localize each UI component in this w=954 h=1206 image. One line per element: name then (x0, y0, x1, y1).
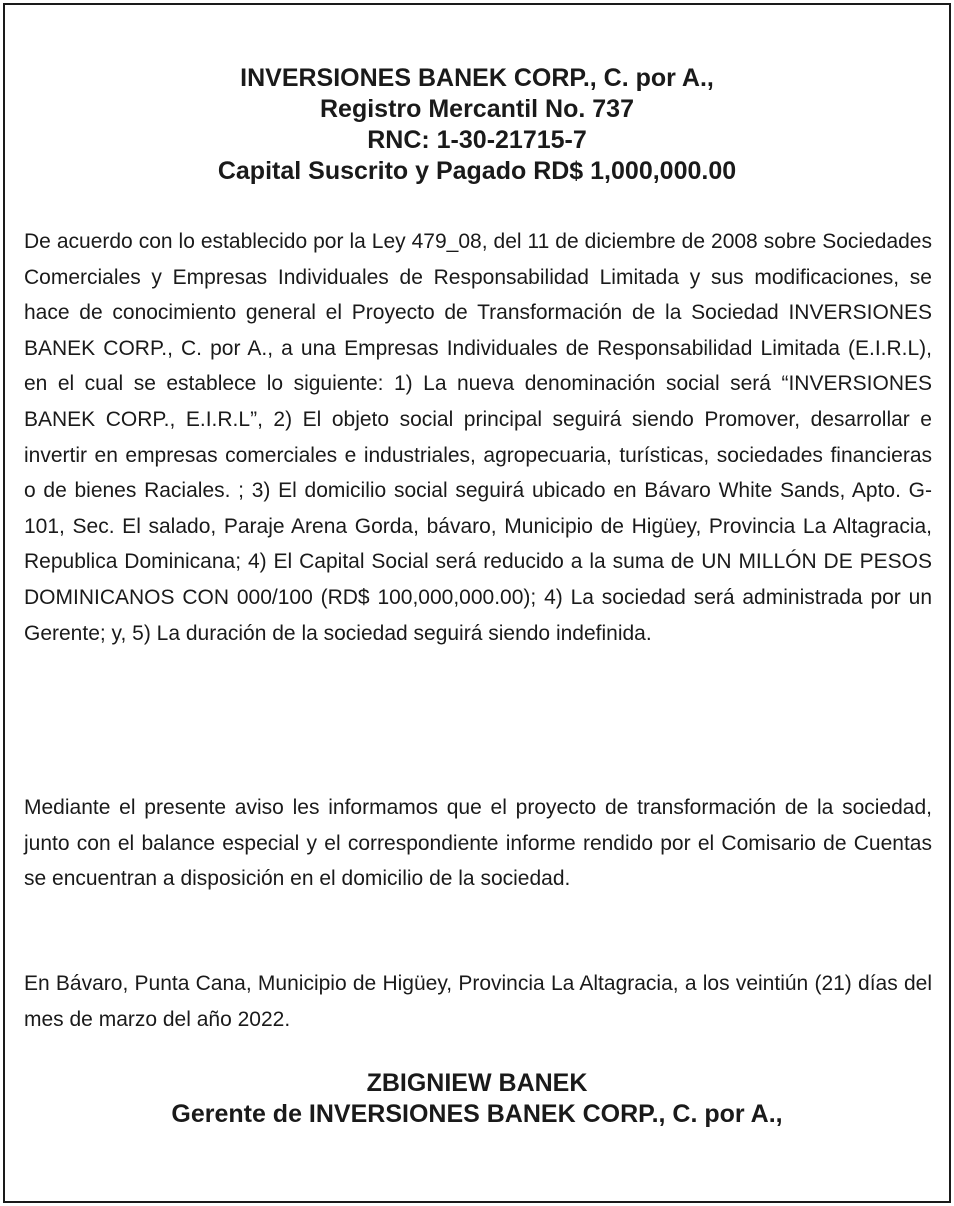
availability-paragraph: Mediante el presente aviso les informamos que el proyecto de transformación de la sociedad, junto con el balance especial y el correspondiente informe rendido por el Comisario de Cuentas se encuentran a disposición en el domicilio de la sociedad. (24, 796, 932, 891)
company-name: INVERSIONES BANEK CORP., C. por A., (240, 64, 714, 92)
subscribed-capital: Capital Suscrito y Pagado RD$ 1,000,000.00 (217, 157, 737, 185)
registry-number: Registro Mercantil No. 737 (320, 95, 634, 123)
notice-header (5, 63, 949, 187)
place-date-paragraph: En Bávaro, Punta Cana, Municipio de Higüey, Provincia La Altagracia, a los veintiún (21) días del mes de marzo del año 2022. (24, 972, 932, 1031)
signature-block (5, 1068, 949, 1130)
rnc-number: RNC: 1-30-21715-7 (367, 126, 587, 154)
transformation-paragraph: De acuerdo con lo establecido por la Ley 479_08, del 11 de diciembre de 2008 sobre Sociedades Comerciales y Empresas Individuales de Responsabilidad Limitada y sus modificaciones, se hace de conocimiento general el Proyecto de Transformación de la Sociedad INVERSIONES BANEK CORP., C. por A., a una Empresas Individuales de Responsabilidad Limitada (E.I.R.L), en el cual se establece lo siguiente: 1) La nueva denominación social será “INVERSIONES BANEK CORP., E.I.R.L”, 2) El objeto social principal seguirá siendo Promover, desarrollar e invertir en empresas comerciales e industriales, agropecuaria, turísticas, sociedades financieras o de bienes Raciales. ; 3) El domicilio social seguirá ubicado en Bávaro White Sands, Apto. G-101, Sec. El salado, Paraje Arena Gorda, bávaro, Municipio de Higüey, Provincia La Altagracia, Republica Dominicana; 4) El Capital Social será reducido a la suma de UN MILLÓN DE PESOS DOMINICANOS CON 000/100 (RD$ 100,000,000.00); 4) La sociedad será administrada por un Gerente; y, 5) La duración de la sociedad seguirá siendo indefinida. (24, 230, 932, 645)
signatory-name: ZBIGNIEW BANEK (366, 1069, 588, 1097)
signatory-title: Gerente de INVERSIONES BANEK CORP., C. por A., (171, 1100, 783, 1128)
legal-notice-frame (3, 3, 951, 1203)
